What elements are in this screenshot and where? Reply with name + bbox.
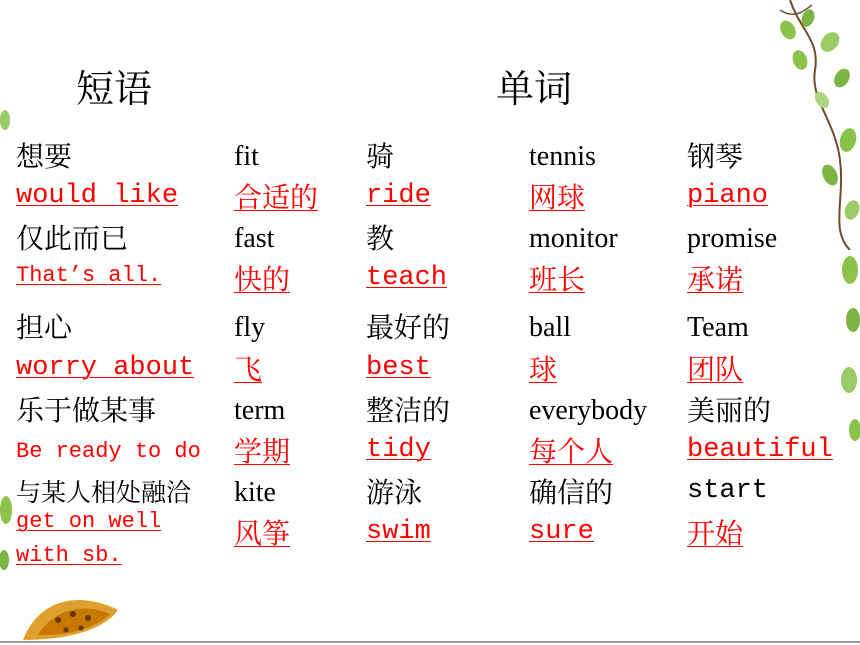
phrase-zh: 乐于做某事: [16, 394, 157, 427]
word-en: fly: [234, 312, 266, 343]
word-meaning: 合适的: [234, 181, 319, 214]
word-zh: 整洁的: [366, 394, 451, 427]
word-zh: 确信的: [529, 476, 614, 509]
phrases-heading: 短语: [76, 67, 153, 111]
word-answer: sure: [529, 517, 594, 547]
phrase-zh: 想要: [16, 140, 73, 173]
word-zh: 钢琴: [687, 140, 744, 173]
word-meaning: 承诺: [687, 263, 744, 296]
word-answer: ride: [366, 181, 431, 211]
phrase-en: would like: [16, 181, 179, 211]
word-en: monitor: [529, 223, 618, 254]
word-en: start: [687, 476, 769, 506]
vine-decoration-icon: [760, 0, 860, 250]
word-en: tennis: [529, 141, 596, 172]
word-answer: teach: [366, 263, 448, 293]
leaf-decoration-icon: [835, 250, 860, 450]
word-meaning: 团队: [687, 353, 744, 386]
word-en: ball: [529, 312, 571, 343]
phrase-en: get on well: [16, 509, 162, 534]
phrase-en-continued: with sb.: [16, 543, 122, 568]
phrase-en: Be ready to do: [16, 439, 201, 464]
bottom-divider: [0, 641, 860, 643]
word-meaning: 风筝: [234, 517, 291, 550]
word-meaning: 飞: [234, 353, 263, 386]
word-zh: 教: [366, 222, 395, 255]
phrase-en: worry about: [16, 353, 195, 383]
word-en: fit: [234, 141, 259, 172]
word-answer: tidy: [366, 435, 431, 465]
word-meaning: 球: [529, 353, 558, 386]
phrase-zh: 仅此而已: [16, 222, 129, 255]
word-en: everybody: [529, 395, 648, 426]
word-zh: 美丽的: [687, 394, 772, 427]
word-en: Team: [687, 312, 749, 343]
word-en: fast: [234, 223, 275, 254]
word-meaning: 学期: [234, 435, 291, 468]
word-answer: beautiful: [687, 435, 833, 465]
word-zh: 游泳: [366, 476, 423, 509]
word-answer: best: [366, 353, 431, 383]
word-meaning: 网球: [529, 181, 586, 214]
phrase-zh: 担心: [16, 311, 73, 344]
word-zh: 最好的: [366, 311, 451, 344]
word-meaning: 每个人: [529, 435, 614, 468]
word-answer: swim: [366, 517, 431, 547]
word-meaning: 快的: [234, 263, 291, 296]
word-en: kite: [234, 477, 276, 508]
word-en: term: [234, 395, 286, 426]
word-answer: piano: [687, 181, 769, 211]
word-meaning: 班长: [529, 263, 586, 296]
word-meaning: 开始: [687, 517, 744, 550]
phrase-zh: 与某人相处融洽: [16, 478, 192, 507]
word-zh: 骑: [366, 140, 395, 173]
leaf-decoration-icon: [0, 90, 16, 590]
word-en: promise: [687, 223, 778, 254]
butterfly-decoration-icon: [18, 590, 128, 642]
words-heading: 单词: [496, 67, 573, 111]
phrase-en: That’s all.: [16, 263, 162, 288]
